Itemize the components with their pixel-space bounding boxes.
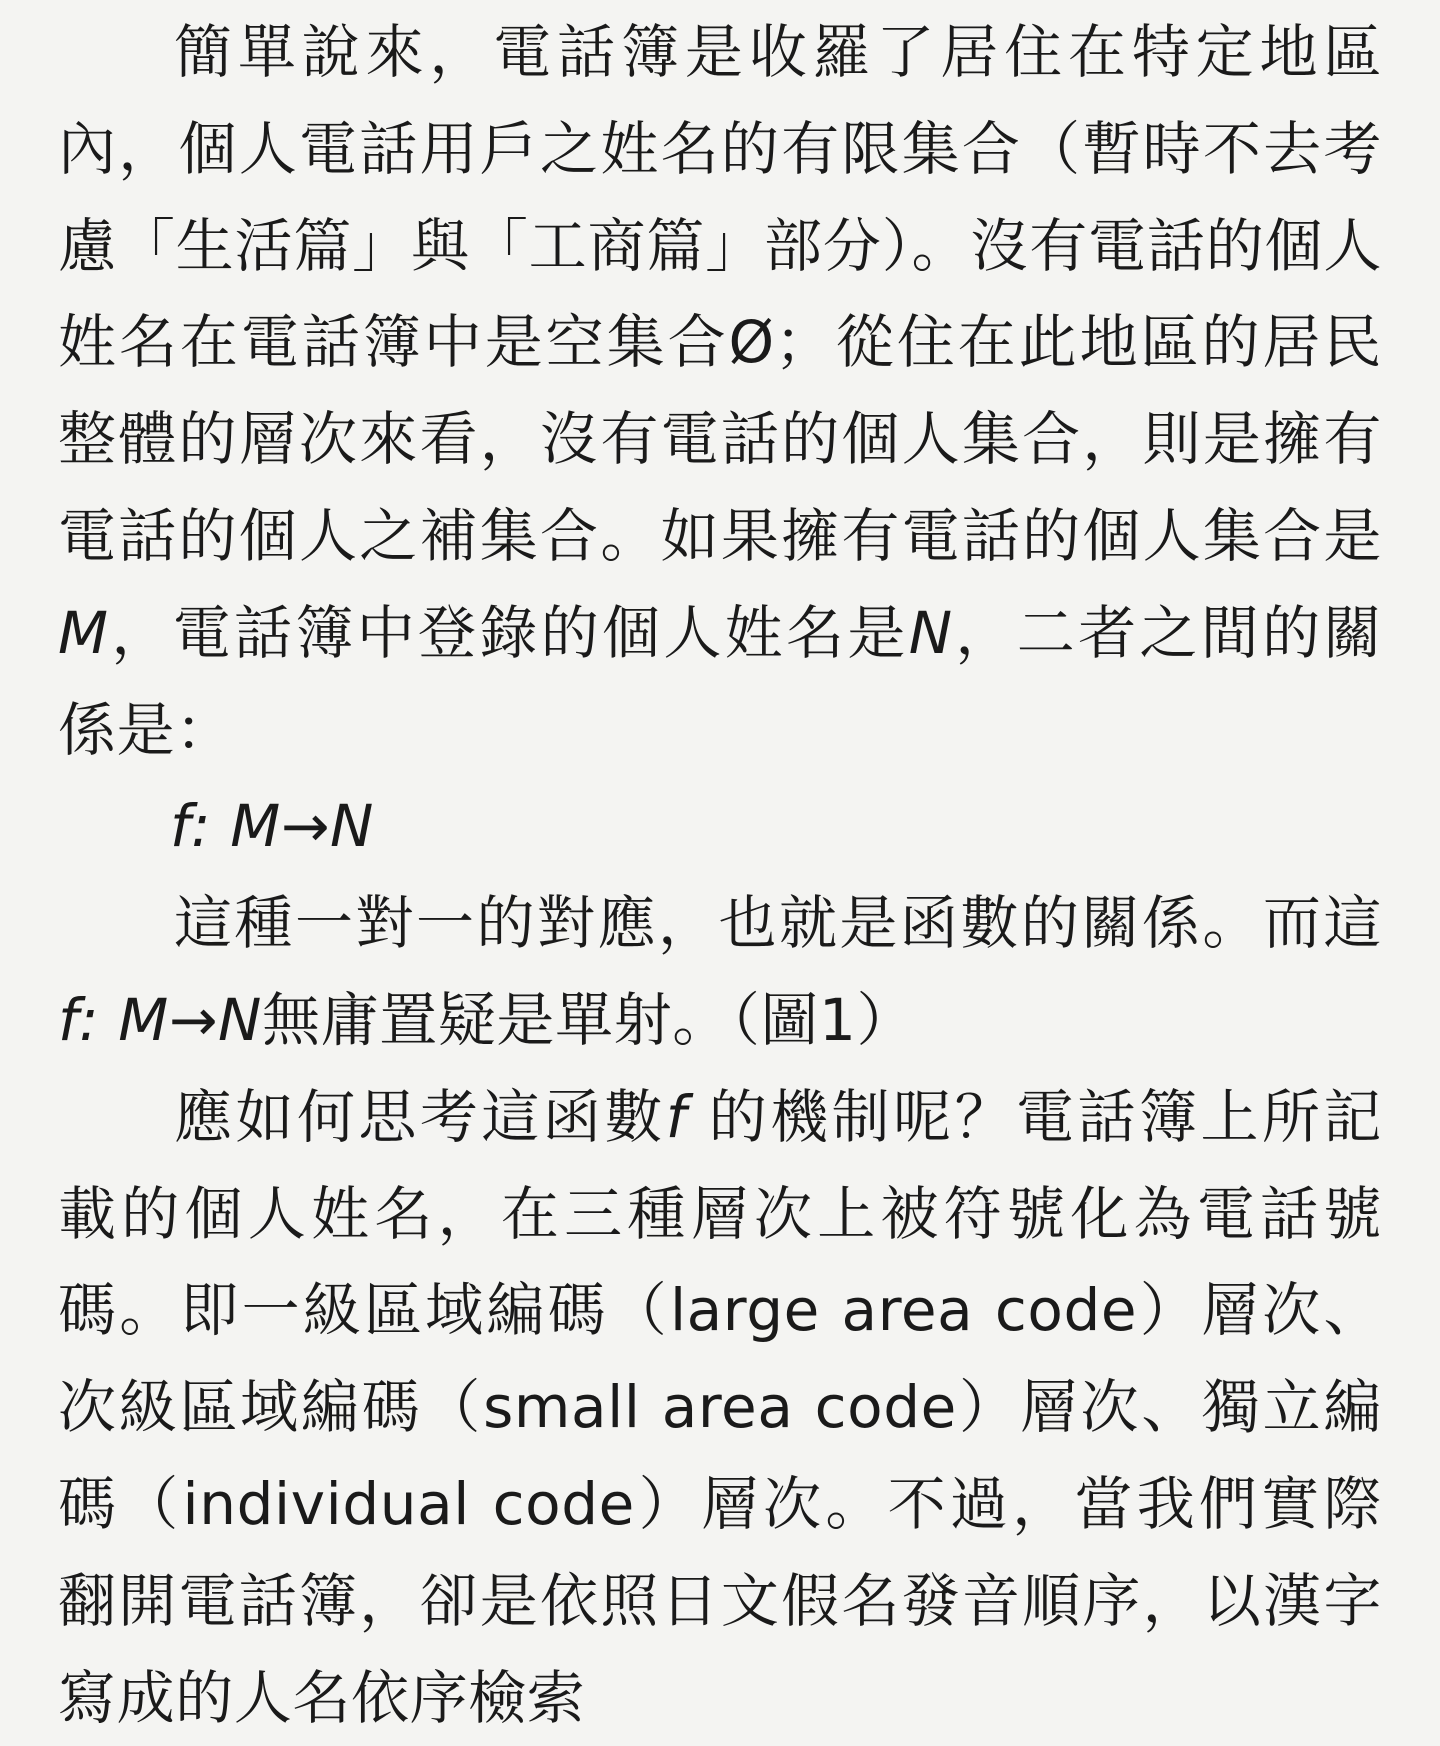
text-segment: 無庸置疑是單射。（圖1） [262,985,916,1054]
set-symbol-n: N [908,598,953,667]
text-segment: 的機制呢？電話簿上所記載的個人姓名，在三種層次上被符號化為電話號碼。即一級區域編碼（large area code）層次、次級區域編碼（small area code）層次、獨立編碼（individual code）層次。不過，當我們實際翻開電話簿，卻是依照日文假名發音順序，以漢字寫成的人名依序檢索 [58,1082,1382,1732]
text-segment: ，電話簿中登錄的個人姓名是 [108,598,909,667]
text-segment: 應如何思考這函數 [174,1082,666,1151]
paragraph-2 [58,875,1382,1069]
text-segment: 這種一對一的對應，也就是函數的關係。而這 [174,889,1382,958]
inline-formula: f: M→N [58,985,263,1054]
set-symbol-m: M [58,598,109,667]
function-formula: f: M→N [170,792,375,861]
text-segment: ，二者之間的關係是： [58,598,1382,764]
document-body [58,4,1382,1746]
paragraph-3 [58,1069,1382,1746]
text-segment: 簡單說來，電話簿是收羅了居住在特定地區內，個人電話用戶之姓名的有限集合（暫時不去考慮「生活篇」與「工商篇」部分）。沒有電話的個人姓名在電話簿中是空集合Ø；從住在此地區的居民整體的層次來看，沒有電話的個人集合，則是擁有電話的個人之補集合。如果擁有電話的個人集合是 [58,18,1382,570]
paragraph-1 [58,4,1382,778]
function-symbol-f: f [665,1082,687,1151]
